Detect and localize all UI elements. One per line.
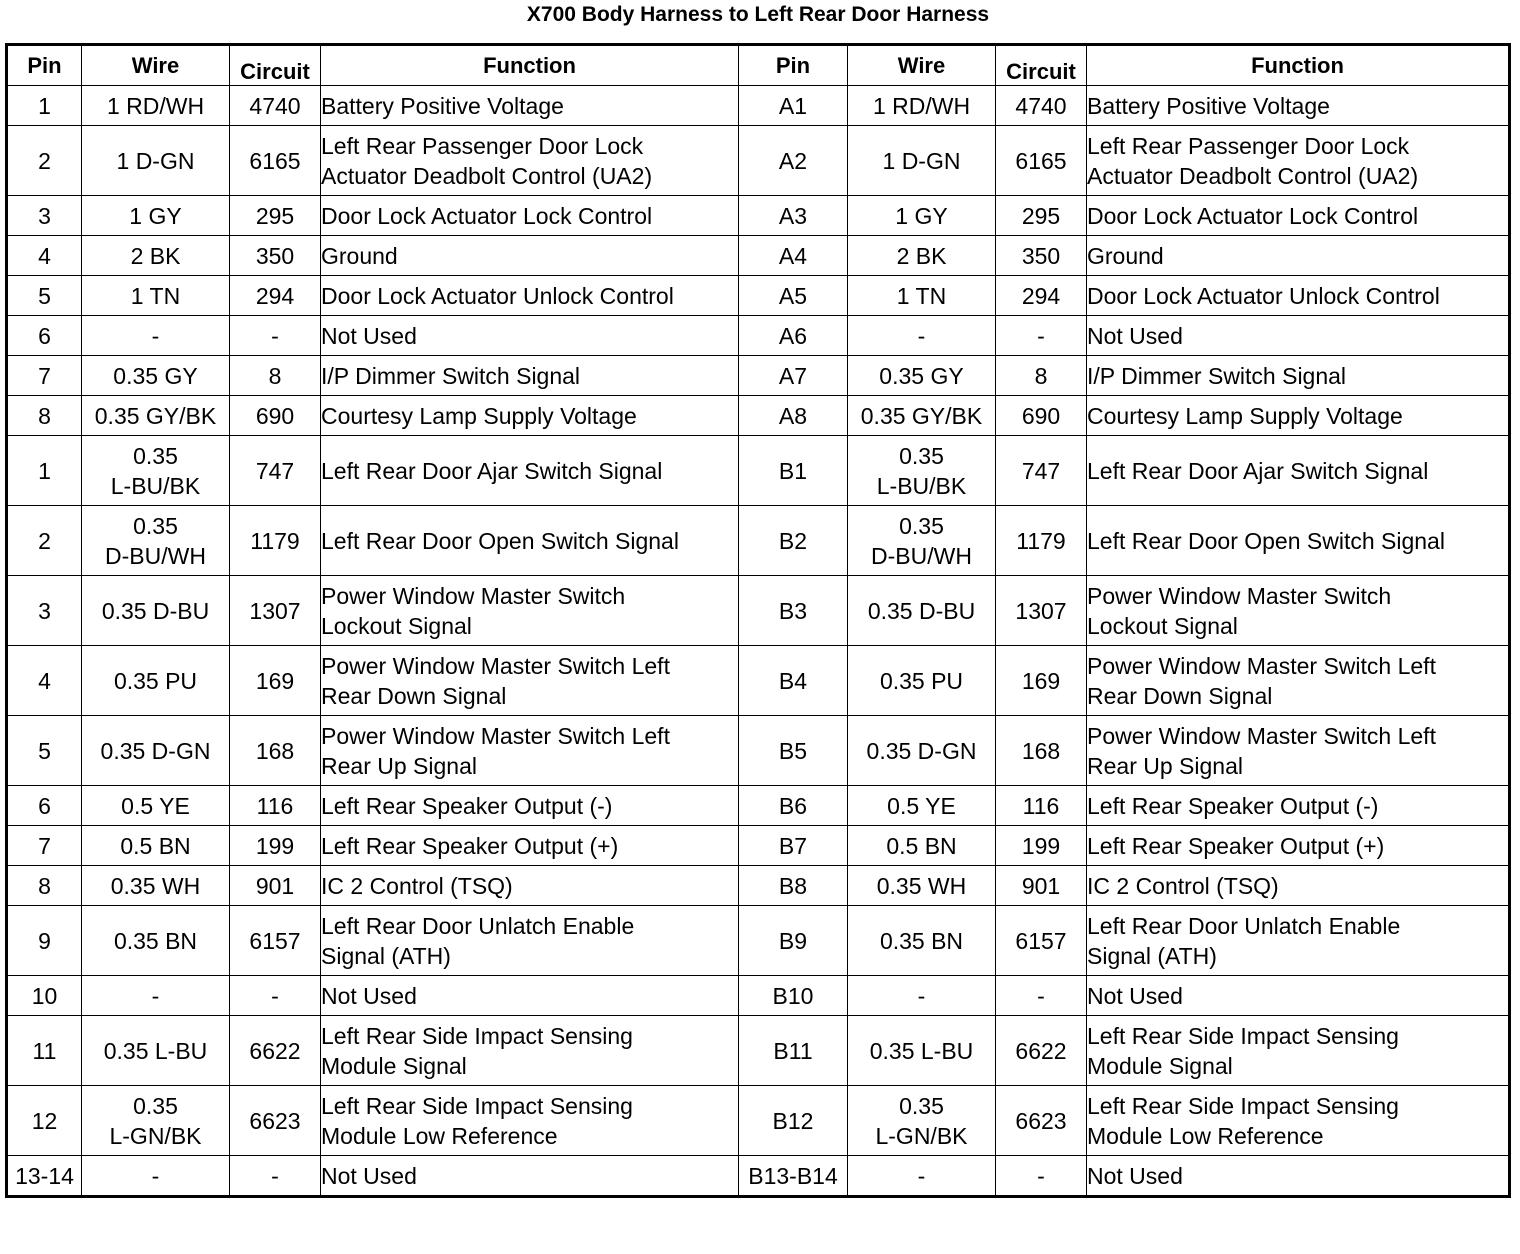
wire-cell: 1 GY (848, 196, 996, 236)
pin-cell: A1 (739, 86, 848, 126)
function-cell: Power Window Master Switch Left Rear Up Signal (1087, 716, 1510, 786)
circuit-cell: 6623 (230, 1086, 321, 1156)
circuit-cell: 1307 (230, 576, 321, 646)
pin-cell: 3 (7, 196, 82, 236)
circuit-cell: 6623 (996, 1086, 1087, 1156)
circuit-cell: 6622 (230, 1016, 321, 1086)
table-row (7, 316, 1510, 356)
function-cell: Battery Positive Voltage (1087, 86, 1510, 126)
wire-cell: 0.35 D-GN (82, 716, 230, 786)
pin-cell: B8 (739, 866, 848, 906)
function-cell: Power Window Master Switch Left Rear Down Signal (1087, 646, 1510, 716)
table-row (7, 1156, 1510, 1197)
wire-cell: - (82, 976, 230, 1016)
pin-cell: 12 (7, 1086, 82, 1156)
circuit-cell: 8 (230, 356, 321, 396)
wire-cell: 0.35 D-BU (848, 576, 996, 646)
pin-cell: A7 (739, 356, 848, 396)
table-row (7, 196, 1510, 236)
function-cell: Left Rear Side Impact Sensing Module Low Reference (321, 1086, 739, 1156)
table-row (7, 236, 1510, 276)
function-cell: Ground (1087, 236, 1510, 276)
circuit-cell: 747 (996, 436, 1087, 506)
circuit-cell: 1179 (230, 506, 321, 576)
wire-cell: 1 D-GN (82, 126, 230, 196)
table-row (7, 396, 1510, 436)
circuit-cell: 350 (996, 236, 1087, 276)
table-row (7, 866, 1510, 906)
wire-header: Wire (82, 45, 230, 86)
table-row (7, 1086, 1510, 1156)
function-cell: Door Lock Actuator Unlock Control (1087, 276, 1510, 316)
pin-cell: B3 (739, 576, 848, 646)
pin-cell: 4 (7, 646, 82, 716)
pin-cell: 9 (7, 906, 82, 976)
circuit-cell: 4740 (230, 86, 321, 126)
function-cell: Left Rear Speaker Output (-) (1087, 786, 1510, 826)
circuit-cell: - (996, 976, 1087, 1016)
function-cell: Left Rear Side Impact Sensing Module Low Reference (1087, 1086, 1510, 1156)
wire-cell: 0.35 L-GN/BK (82, 1086, 230, 1156)
wire-cell: - (82, 1156, 230, 1197)
table-row (7, 436, 1510, 506)
pin-header: Pin (7, 45, 82, 86)
pin-cell: B13-B14 (739, 1156, 848, 1197)
table-row (7, 826, 1510, 866)
circuit-cell: - (230, 316, 321, 356)
wire-cell: 0.5 YE (848, 786, 996, 826)
pin-cell: 10 (7, 976, 82, 1016)
wire-cell: 0.35 GY (82, 356, 230, 396)
function-cell: Not Used (1087, 1156, 1510, 1197)
circuit-cell: 6165 (996, 126, 1087, 196)
wire-cell: 1 TN (82, 276, 230, 316)
circuit-cell: - (230, 1156, 321, 1197)
circuit-cell: 295 (230, 196, 321, 236)
wire-cell: - (848, 976, 996, 1016)
circuit-cell: 6165 (230, 126, 321, 196)
circuit-cell: 350 (230, 236, 321, 276)
function-cell: Door Lock Actuator Unlock Control (321, 276, 739, 316)
function-cell: Left Rear Side Impact Sensing Module Signal (321, 1016, 739, 1086)
function-cell: Left Rear Door Unlatch Enable Signal (ATH) (1087, 906, 1510, 976)
circuit-cell: 690 (996, 396, 1087, 436)
pin-cell: 2 (7, 506, 82, 576)
pin-cell: 3 (7, 576, 82, 646)
function-header-right: Function (1087, 45, 1510, 86)
function-header: Function (321, 45, 739, 86)
function-cell: Door Lock Actuator Lock Control (1087, 196, 1510, 236)
pin-cell: B9 (739, 906, 848, 976)
function-cell: Courtesy Lamp Supply Voltage (1087, 396, 1510, 436)
function-cell: Left Rear Speaker Output (+) (1087, 826, 1510, 866)
function-cell: Not Used (321, 976, 739, 1016)
pin-cell: 7 (7, 356, 82, 396)
function-cell: Left Rear Passenger Door Lock Actuator Deadbolt Control (UA2) (321, 126, 739, 196)
wire-cell: 0.35 L-GN/BK (848, 1086, 996, 1156)
circuit-cell: 901 (230, 866, 321, 906)
circuit-cell: 116 (230, 786, 321, 826)
wire-cell: 1 RD/WH (82, 86, 230, 126)
circuit-cell: 1179 (996, 506, 1087, 576)
function-cell: Not Used (1087, 316, 1510, 356)
function-cell: Power Window Master Switch Left Rear Up Signal (321, 716, 739, 786)
pin-cell: B2 (739, 506, 848, 576)
circuit-cell: 168 (996, 716, 1087, 786)
wire-cell: 2 BK (848, 236, 996, 276)
circuit-cell: 1307 (996, 576, 1087, 646)
function-cell: IC 2 Control (TSQ) (1087, 866, 1510, 906)
wire-cell: 1 RD/WH (848, 86, 996, 126)
wire-header-right: Wire (848, 45, 996, 86)
wire-cell: 1 GY (82, 196, 230, 236)
wire-cell: 0.5 BN (82, 826, 230, 866)
circuit-cell: 747 (230, 436, 321, 506)
circuit-cell: 294 (996, 276, 1087, 316)
function-cell: Left Rear Speaker Output (+) (321, 826, 739, 866)
pin-cell: 1 (7, 436, 82, 506)
header-row (7, 45, 1510, 86)
wire-cell: 2 BK (82, 236, 230, 276)
pin-cell: 2 (7, 126, 82, 196)
circuit-cell: 6157 (996, 906, 1087, 976)
pin-cell: B6 (739, 786, 848, 826)
table-row (7, 646, 1510, 716)
function-cell: Power Window Master Switch Lockout Signal (321, 576, 739, 646)
pin-cell: 5 (7, 716, 82, 786)
function-cell: Door Lock Actuator Lock Control (321, 196, 739, 236)
circuit-cell: 169 (996, 646, 1087, 716)
pin-cell: 1 (7, 86, 82, 126)
table-row (7, 1016, 1510, 1086)
circuit-cell: 116 (996, 786, 1087, 826)
pin-cell: A6 (739, 316, 848, 356)
table-row (7, 506, 1510, 576)
function-cell: I/P Dimmer Switch Signal (321, 356, 739, 396)
function-cell: Left Rear Passenger Door Lock Actuator Deadbolt Control (UA2) (1087, 126, 1510, 196)
function-cell: Not Used (321, 1156, 739, 1197)
pin-cell: A4 (739, 236, 848, 276)
circuit-cell: 294 (230, 276, 321, 316)
function-cell: Courtesy Lamp Supply Voltage (321, 396, 739, 436)
table-row (7, 576, 1510, 646)
pin-header-right: Pin (739, 45, 848, 86)
function-cell: Not Used (321, 316, 739, 356)
pin-cell: 4 (7, 236, 82, 276)
circuit-cell: 8 (996, 356, 1087, 396)
pin-cell: B12 (739, 1086, 848, 1156)
circuit-cell: 199 (996, 826, 1087, 866)
circuit-cell: 901 (996, 866, 1087, 906)
pin-cell: A3 (739, 196, 848, 236)
pin-cell: B5 (739, 716, 848, 786)
function-cell: I/P Dimmer Switch Signal (1087, 356, 1510, 396)
circuit-cell: 4740 (996, 86, 1087, 126)
circuit-cell: 168 (230, 716, 321, 786)
wire-cell: - (848, 316, 996, 356)
pin-cell: 11 (7, 1016, 82, 1086)
wire-cell: 0.35 D-BU (82, 576, 230, 646)
circuit-header-right: Circuit (996, 45, 1087, 86)
wire-cell: 0.35 GY/BK (82, 396, 230, 436)
table-row (7, 126, 1510, 196)
wire-cell: 0.35 D-GN (848, 716, 996, 786)
circuit-cell: 690 (230, 396, 321, 436)
wire-cell: - (848, 1156, 996, 1197)
circuit-cell: 6157 (230, 906, 321, 976)
pin-cell: A5 (739, 276, 848, 316)
table-row (7, 86, 1510, 126)
function-cell: Power Window Master Switch Left Rear Down Signal (321, 646, 739, 716)
wire-cell: 1 D-GN (848, 126, 996, 196)
pin-cell: B10 (739, 976, 848, 1016)
wire-cell: 0.35 D-BU/WH (848, 506, 996, 576)
function-cell: Left Rear Door Open Switch Signal (321, 506, 739, 576)
pin-cell: B4 (739, 646, 848, 716)
pin-cell: 8 (7, 866, 82, 906)
wire-cell: 0.5 BN (848, 826, 996, 866)
circuit-cell: 295 (996, 196, 1087, 236)
wire-cell: - (82, 316, 230, 356)
pin-cell: A8 (739, 396, 848, 436)
table-row (7, 716, 1510, 786)
circuit-cell: - (230, 976, 321, 1016)
function-cell: Left Rear Door Ajar Switch Signal (321, 436, 739, 506)
pin-cell: A2 (739, 126, 848, 196)
circuit-cell: 169 (230, 646, 321, 716)
function-cell: Left Rear Door Open Switch Signal (1087, 506, 1510, 576)
wire-cell: 0.35 WH (848, 866, 996, 906)
circuit-cell: 6622 (996, 1016, 1087, 1086)
table-row (7, 906, 1510, 976)
pinout-table (5, 43, 1511, 1198)
wire-cell: 0.35 PU (82, 646, 230, 716)
pin-cell: 13-14 (7, 1156, 82, 1197)
function-cell: Left Rear Speaker Output (-) (321, 786, 739, 826)
table-row (7, 356, 1510, 396)
wire-cell: 0.35 PU (848, 646, 996, 716)
wire-cell: 0.35 L-BU (848, 1016, 996, 1086)
wire-cell: 0.5 YE (82, 786, 230, 826)
wire-cell: 0.35 L-BU/BK (82, 436, 230, 506)
wire-cell: 0.35 WH (82, 866, 230, 906)
pin-cell: B1 (739, 436, 848, 506)
table-row (7, 276, 1510, 316)
circuit-header: Circuit (230, 45, 321, 86)
pin-cell: 8 (7, 396, 82, 436)
function-cell: Not Used (1087, 976, 1510, 1016)
circuit-cell: 199 (230, 826, 321, 866)
function-cell: IC 2 Control (TSQ) (321, 866, 739, 906)
function-cell: Ground (321, 236, 739, 276)
pin-cell: 6 (7, 316, 82, 356)
circuit-cell: - (996, 316, 1087, 356)
function-cell: Left Rear Door Unlatch Enable Signal (ATH) (321, 906, 739, 976)
wire-cell: 0.35 GY/BK (848, 396, 996, 436)
function-cell: Power Window Master Switch Lockout Signal (1087, 576, 1510, 646)
wire-cell: 0.35 L-BU (82, 1016, 230, 1086)
pin-cell: 7 (7, 826, 82, 866)
wire-cell: 0.35 L-BU/BK (848, 436, 996, 506)
pin-cell: B7 (739, 826, 848, 866)
wire-cell: 0.35 D-BU/WH (82, 506, 230, 576)
circuit-cell: - (996, 1156, 1087, 1197)
function-cell: Battery Positive Voltage (321, 86, 739, 126)
function-cell: Left Rear Side Impact Sensing Module Signal (1087, 1016, 1510, 1086)
wire-cell: 0.35 GY (848, 356, 996, 396)
table-row (7, 786, 1510, 826)
function-cell: Left Rear Door Ajar Switch Signal (1087, 436, 1510, 506)
pin-cell: 6 (7, 786, 82, 826)
table-title: X700 Body Harness to Left Rear Door Harness (526, 3, 990, 26)
wire-cell: 0.35 BN (848, 906, 996, 976)
pin-cell: 5 (7, 276, 82, 316)
pin-cell: B11 (739, 1016, 848, 1086)
wire-cell: 0.35 BN (82, 906, 230, 976)
table-row (7, 976, 1510, 1016)
wire-cell: 1 TN (848, 276, 996, 316)
